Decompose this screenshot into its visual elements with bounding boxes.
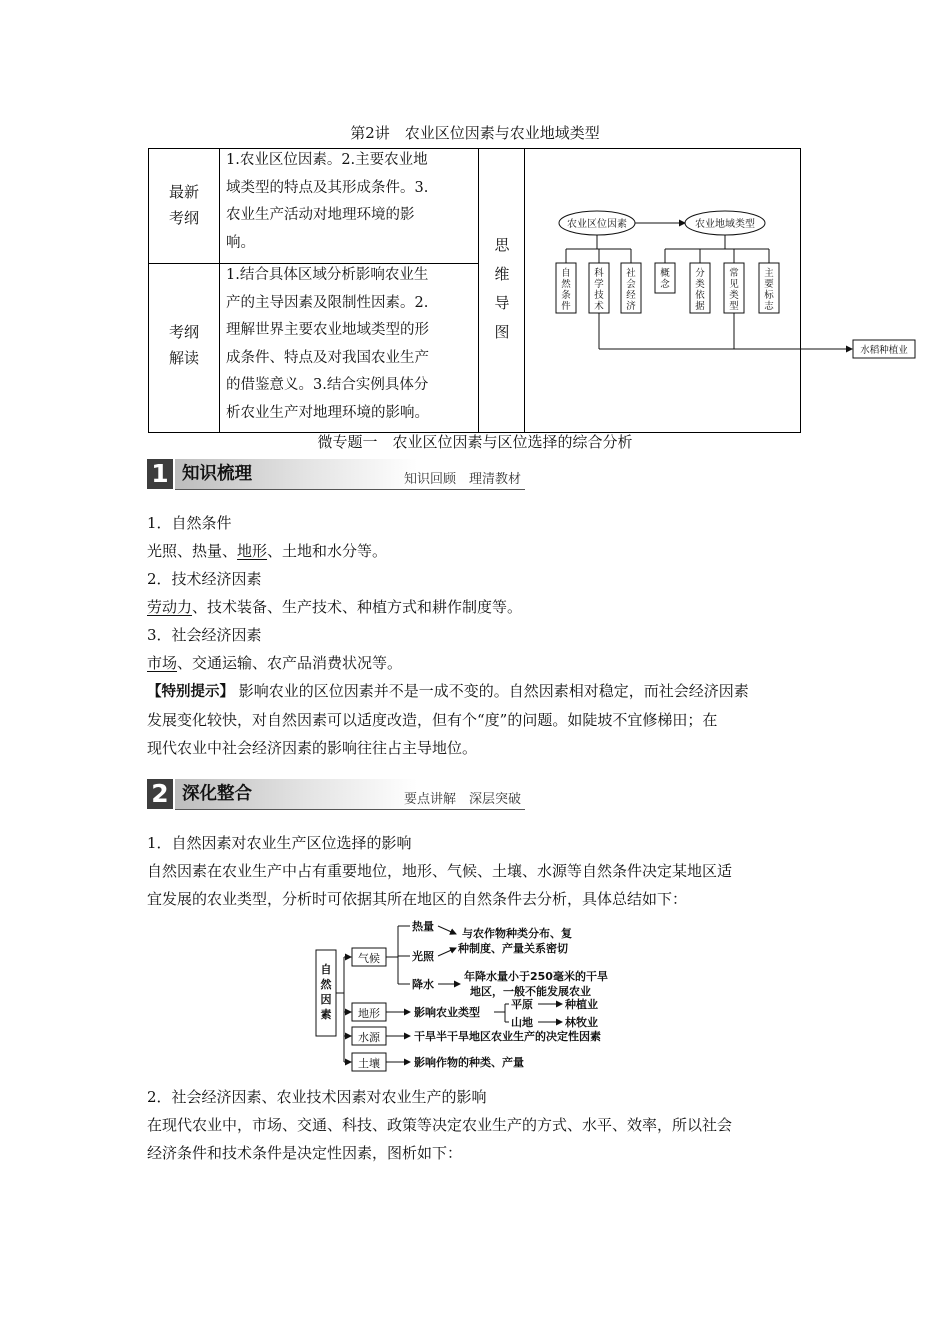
box-label-char: 念	[660, 279, 670, 290]
section1-content	[147, 509, 812, 762]
soil-effect-label: 影响作物的种类、产量	[414, 1056, 524, 1069]
section1-name: 知识梳理	[175, 459, 417, 489]
box-label-char: 要	[764, 279, 774, 290]
item-heading: 3．社会经济因素	[147, 626, 262, 644]
natural-factors-diagram	[310, 912, 670, 1080]
box-label-char: 型	[729, 301, 739, 312]
paragraph-line: 在现代农业中，市场、交通、科技、政策等决定农业生产的方式、水平、效率，所以社会	[147, 1116, 733, 1134]
box-label-char: 据	[695, 301, 705, 312]
item-heading: 2．技术经济因素	[147, 570, 262, 588]
paragraph-line: 宜发展的农业类型，分析时可依据其所在地区的自然条件去分析，具体总结如下：	[147, 890, 688, 908]
row2-text: 1.结合具体区域分析影响农业生 产的主导因素及限制性因素。2. 理解世界主要农业地域类型的形 成条件、特点及对我国农业生产 的借鉴意义。3.结合实例具体分 析农业生产对地理环境的影响。	[226, 267, 429, 421]
connector	[438, 926, 456, 934]
box-label-char: 济	[626, 301, 636, 312]
box-label-char: 类	[729, 290, 739, 301]
box-label-char: 条	[561, 290, 571, 301]
terrain-effect-label: 影响农业类型	[414, 1006, 480, 1019]
item-text: 市场、交通运输、农产品消费状况等。	[147, 654, 403, 672]
row1-text: 1.农业区位因素。2.主要农业地 域类型的特点及其形成条件。3. 农业生产活动对地理环境的影 响。	[226, 152, 429, 251]
overview-table	[148, 148, 908, 433]
box-label-char: 会	[626, 279, 636, 290]
svg-text:自: 自	[320, 963, 332, 976]
connector	[438, 948, 456, 956]
svg-text:因: 因	[320, 993, 332, 1006]
heat-label: 热量	[412, 920, 434, 933]
box-label-char: 社	[626, 268, 636, 279]
light-label: 光照	[412, 950, 434, 963]
water-effect-label: 干旱半干旱地区农业生产的决定性因素	[414, 1030, 601, 1043]
blank-answer: 劳动力	[147, 598, 193, 616]
plain-result-label: 种植业	[565, 998, 598, 1011]
item-heading: 1．自然条件	[147, 514, 232, 532]
section2-part2	[147, 1083, 812, 1167]
oval-region-types-label: 农业地域类型	[695, 219, 755, 230]
box-label-char: 学	[594, 279, 604, 290]
mountain-result-label: 林牧业	[565, 1016, 598, 1029]
section2-tag: 要点讲解 深层突破	[403, 792, 521, 807]
plain-label: 平原	[511, 998, 533, 1011]
box-label-char: 见	[729, 279, 739, 290]
mindmap-label: 思 维 导 图	[494, 236, 510, 341]
paragraph-line: 自然因素在农业生产中占有重要地位，地形、气候、土壤、水源等自然条件决定某地区适	[147, 862, 733, 880]
box-label-char: 主	[764, 268, 774, 279]
section1-number: 1	[147, 459, 173, 489]
item-text: 光照、热量、地形、土地和水分等。	[147, 542, 388, 560]
box-label-char: 概	[660, 268, 670, 279]
climate-label: 气候	[358, 952, 380, 965]
terrain-label: 地形	[358, 1007, 380, 1020]
heatlight-effect-line: 与农作物种类分布、复	[462, 927, 572, 940]
rain-label: 降水	[412, 978, 434, 991]
special-note: 【特别提示】 影响农业的区位因素并不是一成不变的。自然因素相对稳定，而社会经济因素	[147, 682, 749, 700]
rain-effect-line: 年降水量小于250毫米的干旱	[464, 970, 608, 983]
section1-tag: 知识回顾 理清教材	[403, 472, 521, 487]
box-label-char: 类	[695, 279, 705, 290]
box-label-char: 术	[594, 301, 604, 312]
item-heading: 1．自然因素对农业生产区位选择的影响	[147, 834, 412, 852]
box-label-char: 技	[594, 290, 604, 301]
note-line: 发展变化较快，对自然因素可以适度改造，但有个“度”的问题。如陡坡不宜修梯田；在	[147, 711, 718, 729]
section1-rule	[175, 489, 525, 490]
note-label: 【特别提示】	[147, 684, 234, 700]
item-text: 劳动力、技术装备、生产技术、种植方式和耕作制度等。	[147, 598, 523, 616]
item-heading: 2．社会经济因素、农业技术因素对农业生产的影响	[147, 1088, 487, 1106]
section2-name: 深化整合	[175, 779, 417, 809]
box-label-char: 标	[764, 290, 774, 301]
root-label	[321, 962, 333, 1021]
box-label-char: 依	[695, 290, 705, 301]
box-label-char: 常	[729, 268, 739, 279]
blank-answer: 地形	[237, 542, 268, 560]
water-label: 水源	[358, 1031, 380, 1044]
box-label-char: 经	[626, 290, 636, 301]
box-label-char: 然	[561, 279, 571, 290]
box-label-char: 件	[561, 301, 571, 312]
subtopic-title: 微专题一 农业区位因素与区位选择的综合分析	[317, 433, 633, 451]
box-rice-label: 水稻种植业	[860, 345, 908, 356]
mindmap-diagram	[525, 149, 908, 432]
blank-answer: 市场	[147, 654, 178, 672]
oval-location-factors-label: 农业区位因素	[567, 219, 627, 230]
section2-number: 2	[147, 779, 173, 809]
mountain-label: 山地	[511, 1016, 533, 1029]
section2-part1	[147, 829, 812, 913]
paragraph-line: 经济条件和技术条件是决定性因素，图析如下：	[147, 1144, 463, 1162]
box-label-char: 科	[594, 268, 604, 279]
section2-rule	[175, 809, 525, 810]
row2-label: 考纲 解读	[168, 323, 199, 367]
note-line: 现代农业中社会经济因素的影响往往占主导地位。	[147, 739, 478, 757]
heatlight-effect-line: 种制度、产量关系密切	[458, 942, 568, 955]
section2-banner	[147, 779, 525, 811]
rain-effect-line: 地区，一般不能发展农业	[470, 985, 591, 998]
svg-text:然: 然	[320, 978, 332, 991]
box-label-char: 志	[764, 301, 774, 312]
box-label-char: 自	[561, 268, 571, 279]
box-label-char: 分	[695, 268, 705, 279]
svg-text:素: 素	[320, 1008, 332, 1021]
table-divider	[219, 149, 220, 432]
row1-label: 最新 考纲	[168, 183, 199, 227]
section1-banner	[147, 459, 525, 491]
soil-label: 土壤	[358, 1057, 380, 1070]
document-title: 第2讲 农业区位因素与农业地域类型	[350, 124, 600, 142]
